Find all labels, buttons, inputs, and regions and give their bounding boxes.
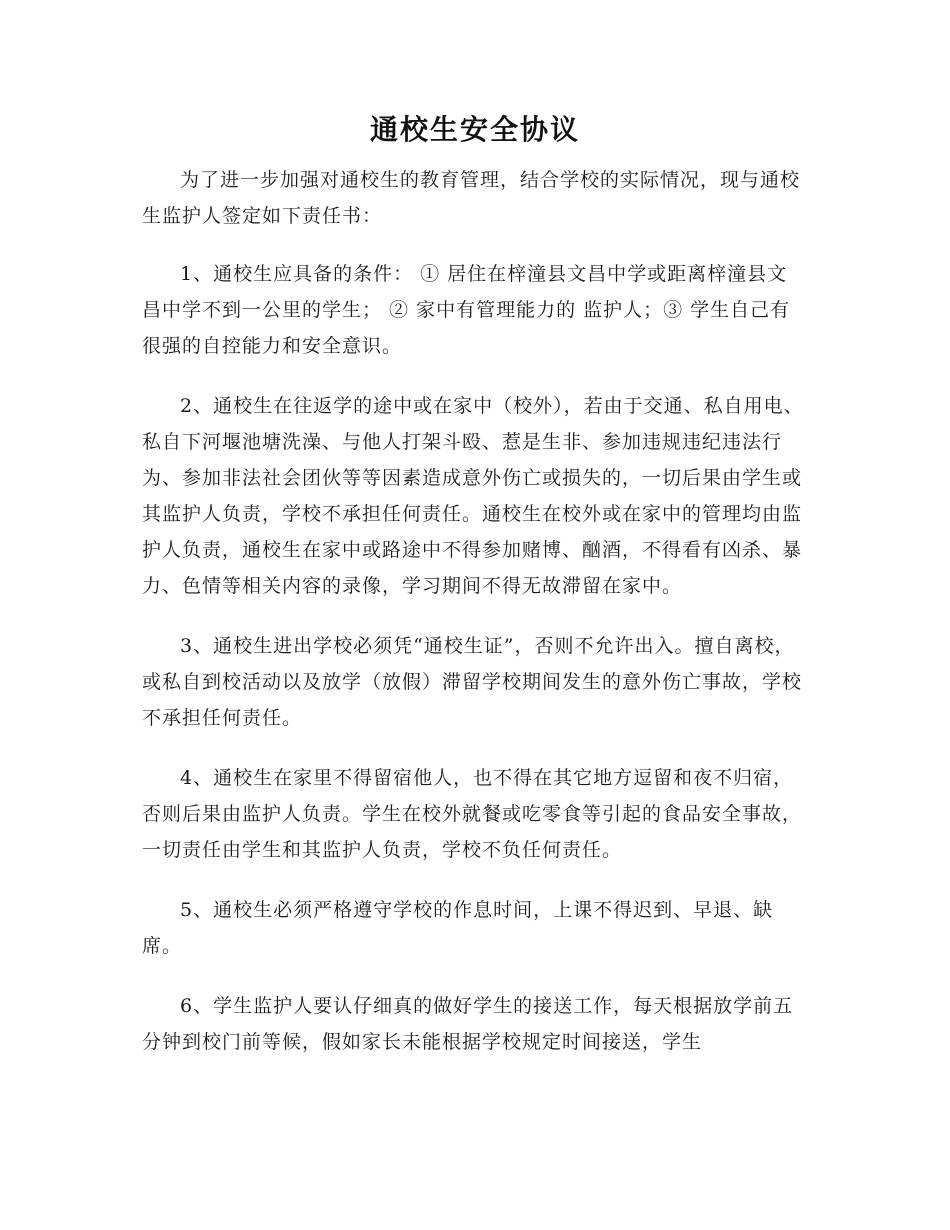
paragraph-intro: 为了进一步加强对通校生的教育管理，结合学校的实际情况，现与通校生监护人签定如下责任书： (142, 169, 801, 227)
paragraph-clause-2: 2、通校生在往返学的途中或在家中（校外），若由于交通、私自用电、私自下河堰池塘洗澡、与他人打架斗殴、惹是生非、参加违规违纪违法行为、参加非法社会团伙等等因素造成意外伤亡或损失的，一切后果由学生或其监护人负责，学校不承担任何责任。通校生在校外或在家中的管理均由监护人负责，通校生在家中或路途中不得参加赌博、酗酒，不得看有凶杀、暴力、色情等相关内容的录像，学习期间不得无故滞留在家中。 (142, 395, 804, 597)
paragraph-clause-5: 5、通校生必须严格遵守学校的作息时间，上课不得迟到、早退、缺席。 (142, 899, 774, 957)
paragraph-clause-6: 6、学生监护人要认仔细真的做好学生的接送工作，每天根据放学前五分钟到校门前等候，假如家长未能根据学校规定时间接送，学生 (142, 995, 794, 1053)
document-body (142, 162, 806, 1084)
paragraph-clause-3: 3、通校生进出学校必须凭“通校生证”，否则不允许出入。擅自离校，或私自到校活动以及放学（放假）滞留学校期间发生的意外伤亡事故，学校不承担任何责任。 (142, 635, 803, 729)
paragraph-clause-1: 1、通校生应具备的条件： ① 居住在梓潼县文昌中学或距离梓潼县文昌中学不到一公里的学生； ② 家中有管理能力的 监护人；③ 学生自己有很强的自控能力和安全意识。 (142, 263, 791, 357)
document-title: 通校生安全协议 (369, 113, 580, 146)
paragraph-clause-4: 4、通校生在家里不得留宿他人，也不得在其它地方逗留和夜不归宿，否则后果由监护人负责。学生在校外就餐或吃零食等引起的食品安全事故，一切责任由学生和其监护人负责，学校不负任何责任。 (142, 767, 803, 861)
